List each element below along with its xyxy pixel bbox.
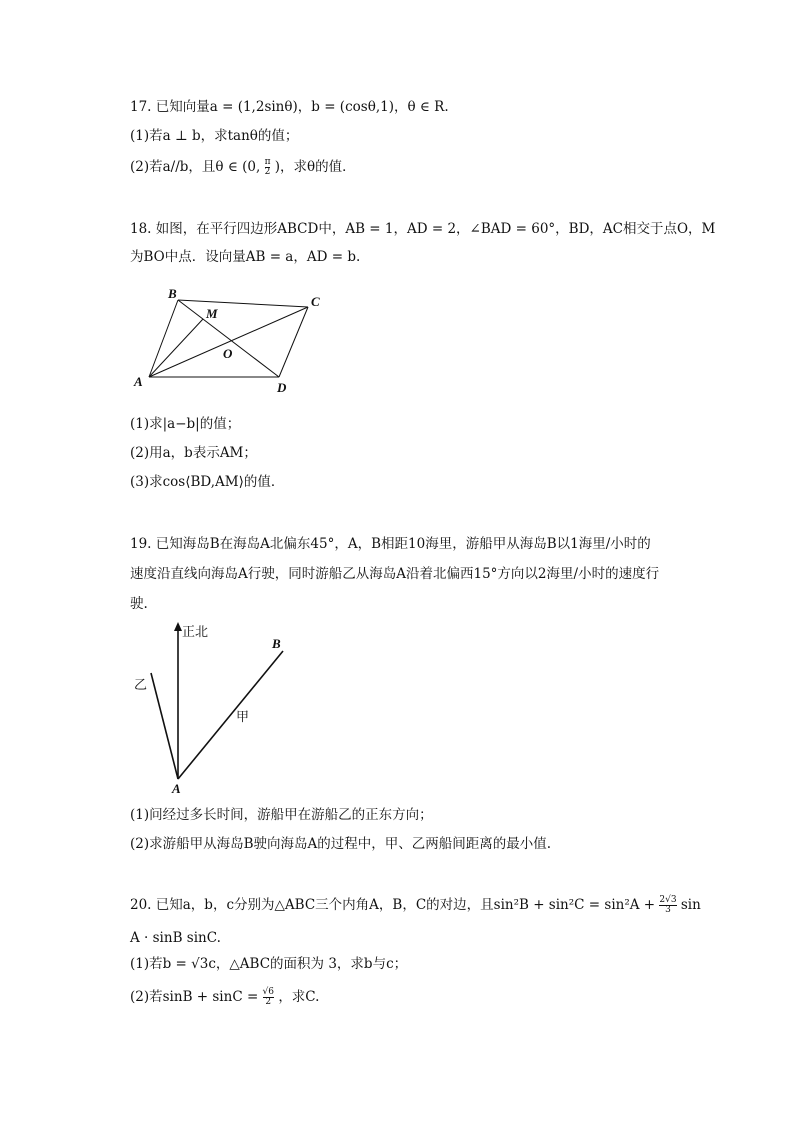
q20-part2-frac-num: √6 bbox=[262, 987, 275, 997]
q18-part3: (3)求cos⟨BD,AM⟩的值． bbox=[130, 474, 285, 490]
q20-stem-fraction bbox=[659, 896, 676, 915]
label-A: A bbox=[172, 781, 181, 796]
q20-stem-line1 bbox=[130, 895, 701, 915]
label-yi: 乙 bbox=[134, 677, 148, 692]
label-C: C bbox=[311, 294, 320, 309]
route-yi bbox=[151, 673, 178, 779]
label-O: O bbox=[223, 346, 233, 361]
q20-part1: (1)若b = √3c，△ABC的面积为 3，求b与c； bbox=[130, 956, 408, 972]
label-B: B bbox=[168, 286, 177, 301]
q20-part2-text-b: ，求C. bbox=[278, 989, 320, 1005]
label-M: M bbox=[206, 306, 218, 321]
q19-stem-line2: 速度沿直线向海岛A行驶，同时游船乙从海岛A沿着北偏西15°方向以2海里/小时的速度行 bbox=[130, 566, 660, 582]
q20-part2-text-a: (2)若sinB + sinC = bbox=[130, 989, 259, 1005]
q19-stem-line3: 驶. bbox=[130, 596, 148, 612]
label-D: D bbox=[277, 380, 287, 395]
q17-part2-frac-num: π bbox=[264, 157, 271, 167]
navigation-figure bbox=[130, 617, 310, 797]
edge-BC bbox=[178, 300, 308, 307]
q20-stem-text-b: sin bbox=[680, 897, 701, 913]
q17-part2-text-a: (2)若a//b，且θ ∈ (0, bbox=[130, 159, 261, 175]
route-jia bbox=[178, 651, 283, 779]
q20-part2-frac-den: 2 bbox=[263, 997, 274, 1007]
q17-part2-frac-den: 2 bbox=[264, 167, 271, 177]
north-arrow-icon bbox=[174, 622, 182, 631]
q19-part1: (1)问经过多长时间，游船甲在游船乙的正东方向； bbox=[130, 807, 433, 823]
q20-stem-text-a: 20. 已知a，b，c分别为△ABC三个内角A，B，C的对边，且sin²B + sin²C = sin²A + bbox=[130, 897, 656, 913]
label-north: 正北 bbox=[182, 624, 209, 639]
q17-part2 bbox=[130, 157, 356, 177]
q20-stem-frac-den: 3 bbox=[659, 905, 676, 915]
label-A: A bbox=[134, 374, 143, 389]
q20-part2 bbox=[130, 987, 319, 1007]
q18-stem-line2: 为BO中点．设向量AB = a，AD = b. bbox=[130, 249, 361, 265]
parallelogram-figure bbox=[130, 282, 340, 397]
q17-part2-text-b: )，求θ的值． bbox=[274, 159, 356, 175]
q18-stem-line1: 18. 如图，在平行四边形ABCD中，AB = 1，AD = 2，∠BAD = 60°，BD，AC相交于点O，M bbox=[130, 221, 716, 237]
q18-part2: (2)用a，b表示AM； bbox=[130, 445, 257, 461]
q20-stem-line2: A · sinB sinC. bbox=[130, 930, 221, 946]
q20-stem-frac-num: 2√3 bbox=[659, 895, 677, 905]
diagonal-AC bbox=[149, 307, 308, 377]
q17-part2-fraction bbox=[265, 158, 271, 177]
q19-part2: (2)求游船甲从海岛B驶向海岛A的过程中，甲、乙两船间距离的最小值. bbox=[130, 836, 552, 852]
q18-part1: (1)求|a−b|的值； bbox=[130, 416, 241, 432]
diagonal-BD bbox=[178, 300, 279, 377]
q17-part1: (1)若a ⊥ b，求tanθ的值； bbox=[130, 128, 299, 144]
q19-stem-line1: 19. 已知海岛B在海岛A北偏东45°，A，B相距10海里，游船甲从海岛B以1海里/小时的 bbox=[130, 536, 651, 552]
edge-AB bbox=[149, 300, 178, 377]
q20-part2-fraction bbox=[263, 988, 274, 1007]
q17-stem: 17. 已知向量a = (1,2sinθ)，b = (cosθ,1)，θ ∈ R. bbox=[130, 99, 449, 115]
label-jia: 甲 bbox=[236, 709, 250, 724]
label-B: B bbox=[272, 636, 281, 651]
segment-AM bbox=[149, 319, 203, 377]
